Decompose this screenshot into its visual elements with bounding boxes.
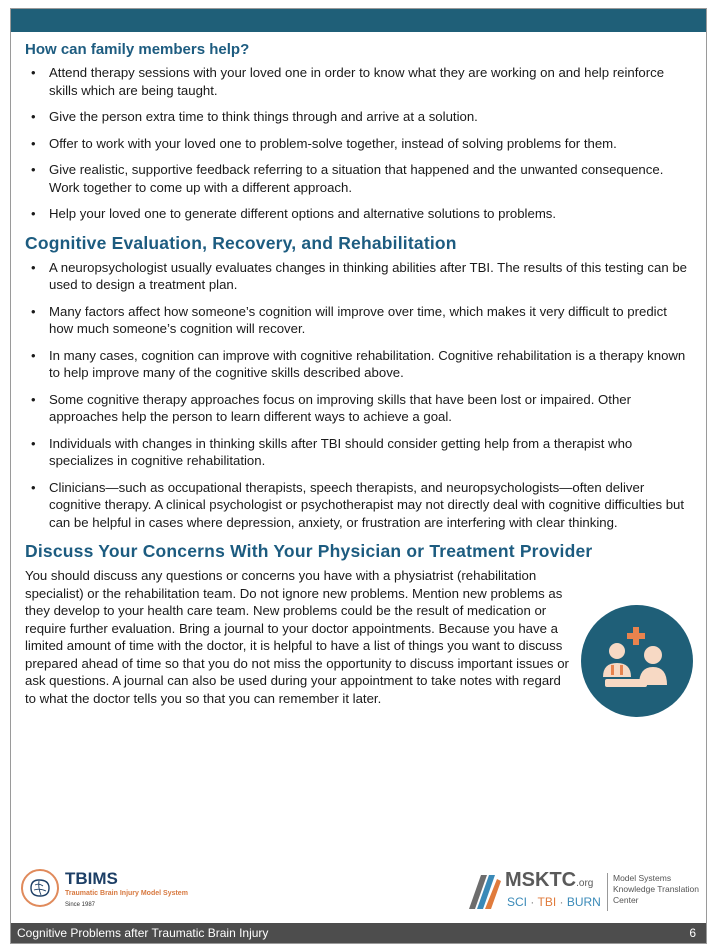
list-item: • Give realistic, supportive feedback referring to a situation that happened and the unwanted consequence. Work together to come up with a different approach. [31,162,664,195]
family-help-list [25,64,693,223]
msktc-center-text: Model Systems Knowledge Translation Center [613,873,700,905]
list-item: • A neuropsychologist usually evaluates changes in thinking abilities after TBI. The results of this testing can be used to design a treatment plan. [31,259,688,292]
msktc-tags: SCI · TBI · BURN [507,895,601,909]
tbims-since: Since 1987 [65,902,96,908]
footer-bar [11,923,706,943]
section-heading-family-help: How can family members help? [25,41,250,58]
tbims-subtitle: Traumatic Brain Injury Model System [65,890,188,897]
list-item: • Offer to work with your loved one to problem-solve together, instead of solving problems for them. [31,135,617,151]
logo-divider [607,873,608,911]
tbims-name: TBIMS [65,869,118,888]
list-item: • Help your loved one to generate different options and alternative solutions to problems. [31,206,557,221]
list-item: • Clinicians—such as occupational therapists, speech therapists, and neuropsychologists—often deliver cognitive therapy. A clinical psychologist or psychotherapist may not directly deal with cognitive difficulties but can be helpful in cases where depression, anxiety, or frustration are interfering with clear thinking. [31,479,685,530]
brain-logo-icon [21,869,59,907]
section-heading-cognitive-evaluation: Cognitive Evaluation, Recovery, and Rehabilitation [25,232,457,253]
cognitive-evaluation-list [25,259,693,532]
section-heading-discuss-concerns: Discuss Your Concerns With Your Physician or Treatment Provider [25,541,593,561]
header-bar [11,9,706,32]
document-page [10,8,707,944]
footer-logos [11,865,706,925]
tbims-logo [21,869,201,919]
msktc-logo [465,865,705,921]
msktc-name: MSKTC.org [505,869,594,891]
list-item: • In many cases, cognition can improve with cognitive rehabilitation. Cognitive rehabilitation is a therapy known to help improve many of the cognitive skills described above. [31,347,686,380]
list-item: • Give the person extra time to think things through and arrive at a solution. [31,109,478,124]
footer-title: Cognitive Problems after Traumatic Brain Injury [17,926,269,940]
list-item: • Individuals with changes in thinking skills after TBI should consider getting help from a therapist who specializes in cognitive rehabilitation. [31,435,633,468]
discuss-concerns-paragraph: You should discuss any questions or concerns you have with a physiatrist (rehabilitation specialist) or the rehabilitation team. Do not ignore new problems. Mention new problems as they develop to your health care team. New problems could be the result of medication or require further evaluation. Bring a journal to your doctor appointments. Because you have a limited amount of time with the doctor, it is helpful to have a list of things you want to discuss prepared ahead of time so that you do not miss the opportunity to discuss important issues or ask questions. A journal can also be used during your appointment to take notes with regard to what the doctor tells you so that you can remember it later. [25,568,569,706]
msktc-mark-icon [465,869,503,915]
doctor-patient-icon [581,605,693,717]
list-item: • Attend therapy sessions with your loved one in order to know what they are working on and help reinforce skills which are being taught. [31,65,665,98]
page-number: 6 [689,926,696,940]
list-item: • Many factors affect how someone’s cognition will improve over time, which makes it very difficult to predict how much someone’s cognition will recover. [31,303,667,336]
list-item: • Some cognitive therapy approaches focus on improving skills that have been lost or impaired. Other approaches help the person to learn different ways to achieve a goal. [31,391,632,424]
